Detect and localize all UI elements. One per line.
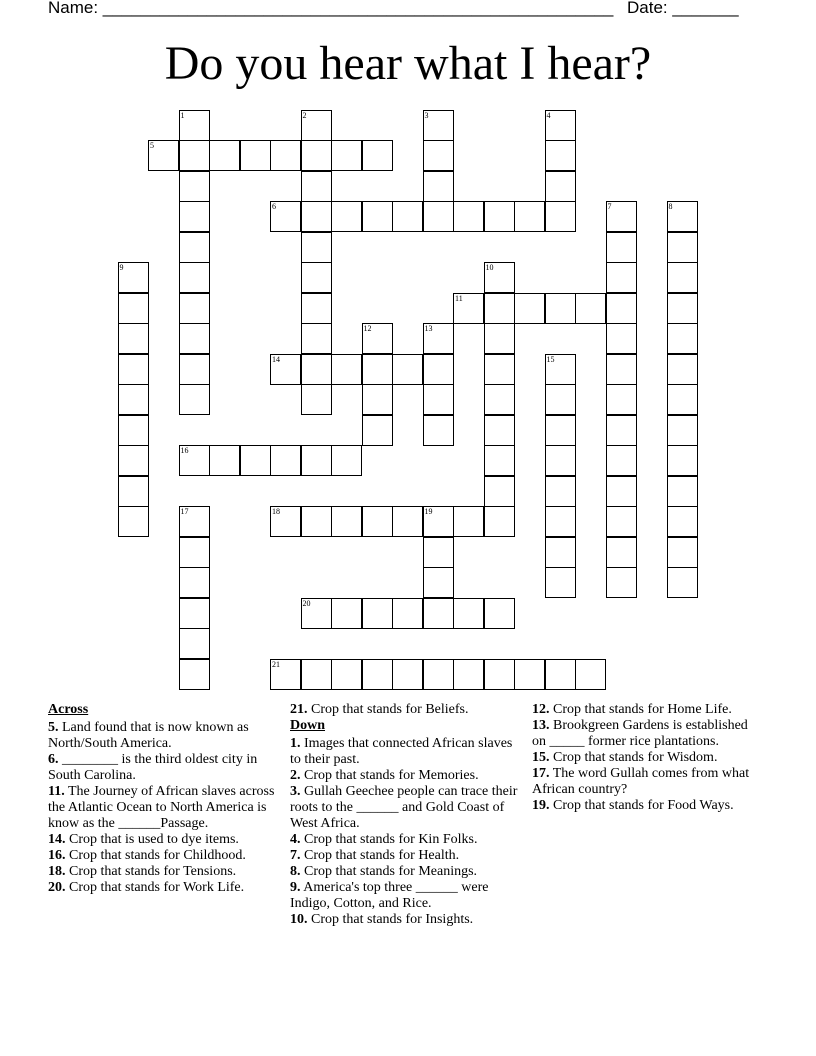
grid-cell[interactable] bbox=[362, 140, 393, 171]
clue-item-text: Crop that stands for Childhood. bbox=[65, 848, 246, 863]
clue-item bbox=[532, 750, 760, 766]
grid-cell[interactable] bbox=[575, 659, 606, 690]
clue-item-number: 9. bbox=[290, 880, 301, 895]
clue-item-number: 10. bbox=[290, 912, 308, 927]
grid-cell[interactable] bbox=[484, 476, 515, 507]
grid-cell[interactable] bbox=[606, 323, 637, 354]
clue-item-text: The Journey of African slaves across the Atlantic Ocean to North America is know as the ______Passage. bbox=[48, 784, 275, 831]
grid-cell[interactable] bbox=[606, 201, 637, 232]
grid-cell[interactable] bbox=[118, 476, 149, 507]
clue-item bbox=[532, 718, 760, 750]
grid-cell[interactable] bbox=[179, 110, 210, 141]
grid-cell[interactable] bbox=[484, 354, 515, 385]
clue-item bbox=[48, 752, 276, 784]
grid-cell[interactable] bbox=[179, 628, 210, 659]
grid-cell[interactable] bbox=[362, 384, 393, 415]
across-clue-list-continued bbox=[290, 702, 518, 718]
clue-item-text: Crop that stands for Memories. bbox=[300, 768, 479, 783]
grid-cell[interactable] bbox=[667, 293, 698, 324]
grid-cell[interactable] bbox=[545, 140, 576, 171]
grid-cell[interactable] bbox=[514, 201, 545, 232]
grid-cell[interactable] bbox=[392, 598, 423, 629]
clue-item bbox=[290, 832, 518, 848]
grid-cell[interactable] bbox=[667, 232, 698, 263]
down-clue-list-continued bbox=[532, 702, 760, 814]
clues-column-1 bbox=[48, 702, 276, 896]
grid-cell[interactable] bbox=[423, 659, 454, 690]
clue-item bbox=[290, 736, 518, 768]
clue-number: 1 bbox=[180, 110, 185, 120]
grid-cell[interactable] bbox=[118, 262, 149, 293]
grid-cell[interactable] bbox=[301, 232, 332, 263]
grid-cell[interactable] bbox=[118, 445, 149, 476]
grid-cell[interactable] bbox=[545, 445, 576, 476]
clue-number: 18 bbox=[272, 507, 280, 516]
clue-item-number: 8. bbox=[290, 864, 301, 879]
grid-cell[interactable] bbox=[484, 293, 515, 324]
grid-cell[interactable] bbox=[301, 445, 332, 476]
clue-item-number: 16. bbox=[48, 848, 66, 863]
across-heading: Across bbox=[48, 702, 89, 717]
clue-item-number: 3. bbox=[290, 784, 301, 799]
grid-cell[interactable] bbox=[606, 476, 637, 507]
grid-cell[interactable] bbox=[331, 140, 362, 171]
clue-item-text: Crop that is used to dye items. bbox=[65, 832, 239, 847]
clue-number: 3 bbox=[424, 110, 429, 120]
down-heading: Down bbox=[290, 718, 326, 733]
grid-cell[interactable] bbox=[606, 567, 637, 598]
grid-cell[interactable] bbox=[667, 445, 698, 476]
grid-cell[interactable] bbox=[301, 110, 332, 141]
grid-cell[interactable] bbox=[179, 506, 210, 537]
grid-cell[interactable] bbox=[453, 201, 484, 232]
clue-item-number: 17. bbox=[532, 766, 550, 781]
grid-cell[interactable] bbox=[209, 140, 240, 171]
grid-cell[interactable] bbox=[118, 415, 149, 446]
grid-cell[interactable] bbox=[667, 201, 698, 232]
clue-number: 7 bbox=[607, 202, 612, 211]
grid-cell[interactable] bbox=[545, 415, 576, 446]
grid-cell[interactable] bbox=[301, 140, 332, 171]
clue-item-text: Crop that stands for Insights. bbox=[307, 912, 474, 927]
grid-cell[interactable] bbox=[331, 506, 362, 537]
page-title: Do you hear what I hear? bbox=[164, 37, 652, 90]
grid-cell[interactable] bbox=[118, 384, 149, 415]
grid-cell[interactable] bbox=[514, 293, 545, 324]
grid-cell[interactable] bbox=[423, 354, 454, 385]
grid-cell[interactable] bbox=[362, 598, 393, 629]
grid-cell[interactable] bbox=[179, 293, 210, 324]
clue-item bbox=[290, 912, 518, 928]
grid-cell[interactable] bbox=[606, 384, 637, 415]
clue-item-text: The word Gullah comes from what African country? bbox=[532, 766, 750, 797]
grid-cell[interactable] bbox=[301, 262, 332, 293]
grid-cell[interactable] bbox=[301, 598, 332, 629]
grid-cell[interactable] bbox=[667, 537, 698, 568]
clue-number: 14 bbox=[272, 354, 280, 364]
clue-item-number: 11. bbox=[48, 784, 65, 799]
grid-cell[interactable] bbox=[423, 598, 454, 629]
grid-cell[interactable] bbox=[545, 354, 576, 385]
grid-cell[interactable] bbox=[453, 506, 484, 537]
grid-cell[interactable] bbox=[148, 140, 179, 171]
grid-cell[interactable] bbox=[575, 293, 606, 324]
clue-item bbox=[48, 720, 276, 752]
grid-cell[interactable] bbox=[484, 415, 515, 446]
clue-item bbox=[48, 784, 276, 832]
across-clue-list bbox=[48, 720, 276, 896]
clue-item-number: 21. bbox=[290, 702, 308, 717]
grid-cell[interactable] bbox=[301, 323, 332, 354]
grid-cell[interactable] bbox=[118, 506, 149, 537]
grid-cell[interactable] bbox=[484, 659, 515, 690]
grid-cell[interactable] bbox=[423, 415, 454, 446]
grid-cell[interactable] bbox=[545, 384, 576, 415]
clue-item bbox=[290, 848, 518, 864]
clue-item-number: 5. bbox=[48, 720, 59, 735]
clue-number: 2 bbox=[302, 110, 307, 120]
grid-cell[interactable] bbox=[362, 659, 393, 690]
grid-cell[interactable] bbox=[545, 659, 576, 690]
clue-item-text: Land found that is now known as North/South America. bbox=[48, 720, 249, 751]
clue-number: 8 bbox=[668, 202, 673, 211]
grid-cell[interactable] bbox=[179, 323, 210, 354]
clue-item bbox=[290, 784, 518, 832]
grid-cell[interactable] bbox=[240, 445, 271, 476]
grid-cell[interactable] bbox=[179, 537, 210, 568]
grid-cell[interactable] bbox=[179, 445, 210, 476]
clue-item-number: 1. bbox=[290, 736, 301, 751]
clue-item-number: 13. bbox=[532, 718, 550, 733]
clue-item-number: 20. bbox=[48, 880, 66, 895]
grid-cell[interactable] bbox=[514, 659, 545, 690]
grid-cell[interactable] bbox=[179, 171, 210, 202]
clue-number: 9 bbox=[119, 263, 124, 272]
grid-cell[interactable] bbox=[453, 659, 484, 690]
grid-cell[interactable] bbox=[270, 354, 301, 385]
grid-cell[interactable] bbox=[179, 384, 210, 415]
clue-number: 5 bbox=[150, 141, 154, 150]
grid-cell[interactable] bbox=[118, 354, 149, 385]
clue-number: 6 bbox=[272, 202, 276, 211]
grid-cell[interactable] bbox=[392, 201, 423, 232]
clue-item bbox=[290, 880, 518, 912]
down-clue-list bbox=[290, 736, 518, 928]
grid-cell[interactable] bbox=[484, 506, 515, 537]
clue-item-text: Crop that stands for Tensions. bbox=[65, 864, 237, 879]
grid-cell[interactable] bbox=[362, 415, 393, 446]
grid-cell[interactable] bbox=[179, 567, 210, 598]
grid-cell[interactable] bbox=[179, 659, 210, 690]
grid-cell[interactable] bbox=[423, 384, 454, 415]
grid-cell[interactable] bbox=[270, 506, 301, 537]
clue-item-number: 14. bbox=[48, 832, 66, 847]
grid-cell[interactable] bbox=[545, 110, 576, 141]
grid-cell[interactable] bbox=[606, 293, 637, 324]
grid-cell[interactable] bbox=[362, 354, 393, 385]
grid-cell[interactable] bbox=[392, 354, 423, 385]
grid-cell[interactable] bbox=[667, 262, 698, 293]
grid-cell[interactable] bbox=[667, 323, 698, 354]
clue-item-text: Images that connected African slaves to their past. bbox=[290, 736, 513, 767]
grid-cell[interactable] bbox=[606, 445, 637, 476]
clue-item-text: Crop that stands for Health. bbox=[300, 848, 460, 863]
grid-cell[interactable] bbox=[545, 567, 576, 598]
grid-cell[interactable] bbox=[484, 323, 515, 354]
grid-cell[interactable] bbox=[545, 293, 576, 324]
clue-item bbox=[532, 766, 760, 798]
grid-cell[interactable] bbox=[545, 476, 576, 507]
clue-item-number: 6. bbox=[48, 752, 59, 767]
clue-item bbox=[532, 702, 760, 718]
grid-cell[interactable] bbox=[301, 384, 332, 415]
grid-cell[interactable] bbox=[301, 659, 332, 690]
grid-cell[interactable] bbox=[606, 506, 637, 537]
grid-cell[interactable] bbox=[606, 232, 637, 263]
clue-item-text: America's top three ______ were Indigo, Cotton, and Rice. bbox=[290, 880, 489, 911]
clue-number: 13 bbox=[424, 324, 433, 333]
grid-cell[interactable] bbox=[301, 293, 332, 324]
grid-cell[interactable] bbox=[331, 598, 362, 629]
grid-cell[interactable] bbox=[301, 354, 332, 385]
grid-cell[interactable] bbox=[484, 445, 515, 476]
grid-cell[interactable] bbox=[423, 567, 454, 598]
grid-cell[interactable] bbox=[179, 140, 210, 171]
clue-number: 19 bbox=[424, 507, 433, 516]
grid-cell[interactable] bbox=[423, 537, 454, 568]
clue-number: 16 bbox=[180, 446, 189, 455]
grid-cell[interactable] bbox=[331, 354, 362, 385]
clue-item-number: 19. bbox=[532, 798, 550, 813]
clue-number: 21 bbox=[272, 659, 280, 669]
clue-item-text: Crop that stands for Beliefs. bbox=[307, 702, 469, 717]
grid-cell[interactable] bbox=[270, 201, 301, 232]
grid-cell[interactable] bbox=[331, 201, 362, 232]
grid-cell[interactable] bbox=[270, 445, 301, 476]
clue-item bbox=[48, 832, 276, 848]
clue-item-text: Crop that stands for Kin Folks. bbox=[300, 832, 478, 847]
grid-cell[interactable] bbox=[545, 171, 576, 202]
grid-cell[interactable] bbox=[484, 262, 515, 293]
clue-number: 11 bbox=[455, 293, 463, 303]
grid-cell[interactable] bbox=[484, 201, 515, 232]
grid-cell[interactable] bbox=[453, 293, 484, 324]
clue-item-number: 18. bbox=[48, 864, 66, 879]
clue-item-text: ________ is the third oldest city in South Carolina. bbox=[48, 752, 258, 783]
clue-number: 10 bbox=[485, 263, 494, 272]
grid-cell[interactable] bbox=[423, 171, 454, 202]
grid-cell[interactable] bbox=[484, 384, 515, 415]
grid-cell[interactable] bbox=[423, 506, 454, 537]
clue-item-text: Brookgreen Gardens is established on _____ former rice plantations. bbox=[532, 718, 748, 749]
grid-cell[interactable] bbox=[392, 659, 423, 690]
grid-cell[interactable] bbox=[545, 506, 576, 537]
grid-cell[interactable] bbox=[606, 354, 637, 385]
clue-item bbox=[290, 864, 518, 880]
clue-number: 4 bbox=[546, 110, 551, 120]
grid-cell[interactable] bbox=[667, 415, 698, 446]
clues-column-3 bbox=[532, 702, 760, 814]
grid-cell[interactable] bbox=[606, 415, 637, 446]
grid-cell[interactable] bbox=[331, 445, 362, 476]
clue-item bbox=[48, 880, 276, 896]
grid-cell[interactable] bbox=[423, 110, 454, 141]
clue-item bbox=[290, 702, 518, 718]
grid-cell[interactable] bbox=[667, 354, 698, 385]
grid-cell[interactable] bbox=[392, 506, 423, 537]
clue-item-text: Crop that stands for Home Life. bbox=[549, 702, 732, 717]
grid-cell[interactable] bbox=[606, 262, 637, 293]
grid-cell[interactable] bbox=[301, 171, 332, 202]
grid-cell[interactable] bbox=[606, 537, 637, 568]
grid-cell[interactable] bbox=[423, 140, 454, 171]
clue-item-number: 4. bbox=[290, 832, 301, 847]
clues-column-2 bbox=[290, 702, 518, 928]
grid-cell[interactable] bbox=[118, 323, 149, 354]
grid-cell[interactable] bbox=[667, 506, 698, 537]
clue-item-number: 12. bbox=[532, 702, 550, 717]
grid-cell[interactable] bbox=[209, 445, 240, 476]
grid-cell[interactable] bbox=[270, 659, 301, 690]
grid-cell[interactable] bbox=[423, 201, 454, 232]
clue-item-text: Gullah Geechee people can trace their roots to the ______ and Gold Coast of West Africa. bbox=[290, 784, 518, 831]
clue-item bbox=[48, 864, 276, 880]
clue-item-number: 2. bbox=[290, 768, 301, 783]
clue-number: 12 bbox=[363, 324, 372, 333]
date-field-label: Date: _______ bbox=[627, 0, 739, 17]
clue-number: 17 bbox=[180, 507, 189, 516]
grid-cell[interactable] bbox=[667, 476, 698, 507]
grid-cell[interactable] bbox=[179, 262, 210, 293]
clue-number: 20 bbox=[302, 598, 311, 608]
grid-cell[interactable] bbox=[179, 201, 210, 232]
grid-cell[interactable] bbox=[331, 659, 362, 690]
grid-cell[interactable] bbox=[362, 506, 393, 537]
grid-cell[interactable] bbox=[545, 201, 576, 232]
clue-item-text: Crop that stands for Wisdom. bbox=[549, 750, 718, 765]
clue-item-number: 7. bbox=[290, 848, 301, 863]
grid-cell[interactable] bbox=[118, 293, 149, 324]
clue-item-text: Crop that stands for Meanings. bbox=[300, 864, 478, 879]
clue-item-text: Crop that stands for Work Life. bbox=[65, 880, 245, 895]
clue-item-text: Crop that stands for Food Ways. bbox=[549, 798, 734, 813]
grid-cell[interactable] bbox=[179, 598, 210, 629]
clue-item bbox=[290, 768, 518, 784]
grid-cell[interactable] bbox=[667, 384, 698, 415]
grid-cell[interactable] bbox=[270, 140, 301, 171]
grid-cell[interactable] bbox=[667, 567, 698, 598]
clue-item bbox=[532, 798, 760, 814]
clue-number: 15 bbox=[546, 354, 555, 364]
grid-cell[interactable] bbox=[301, 506, 332, 537]
grid-cell[interactable] bbox=[362, 323, 393, 354]
name-field-label: Name: ______________________________________________________ bbox=[48, 0, 614, 17]
grid-cell[interactable] bbox=[453, 598, 484, 629]
grid-cell[interactable] bbox=[240, 140, 271, 171]
grid-cell[interactable] bbox=[545, 537, 576, 568]
grid-cell[interactable] bbox=[179, 354, 210, 385]
grid-cell[interactable] bbox=[484, 598, 515, 629]
clue-item-number: 15. bbox=[532, 750, 550, 765]
grid-cell[interactable] bbox=[301, 201, 332, 232]
clue-item bbox=[48, 848, 276, 864]
grid-cell[interactable] bbox=[362, 201, 393, 232]
grid-cell[interactable] bbox=[423, 323, 454, 354]
grid-cell[interactable] bbox=[179, 232, 210, 263]
